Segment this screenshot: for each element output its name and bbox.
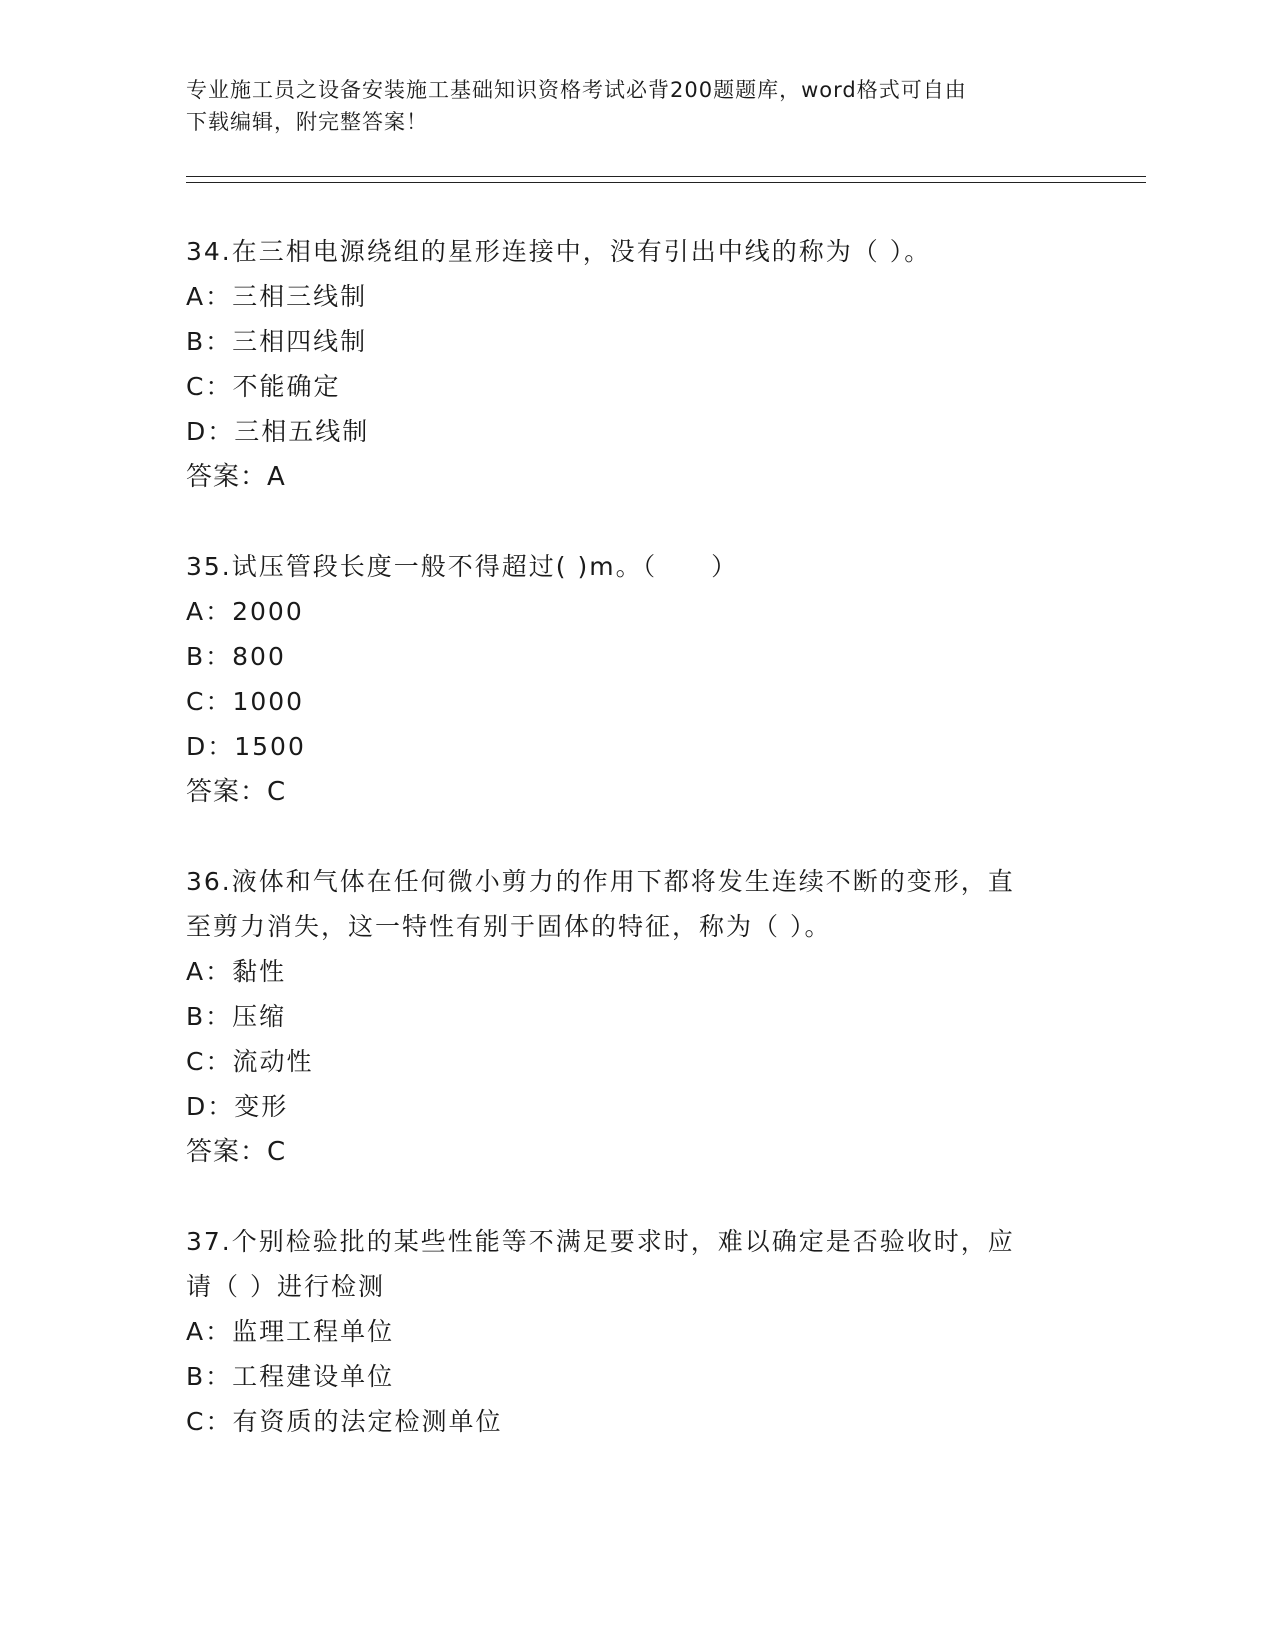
question-36-option-c: C：流动性 — [186, 1047, 314, 1076]
question-35-option-d: D：1500 — [186, 732, 306, 761]
question-36-answer: 答案：C — [186, 1137, 287, 1167]
question-35-stem: 35.试压管段长度一般不得超过( )m。（ ） — [186, 552, 739, 581]
question-37-option-a: A：监理工程单位 — [186, 1317, 395, 1346]
header-divider-bottom — [186, 182, 1146, 183]
document-header — [186, 74, 1066, 138]
question-34-stem: 34.在三相电源绕组的星形连接中，没有引出中线的称为（ ）。 — [186, 237, 932, 266]
question-37-stem-line-1: 37.个别检验批的某些性能等不满足要求时，难以确定是否验收时，应 — [186, 1227, 1015, 1256]
question-36-stem-line-1: 36.液体和气体在任何微小剪力的作用下都将发生连续不断的变形，直 — [186, 867, 1015, 896]
question-37-option-b: B：工程建设单位 — [186, 1362, 395, 1391]
question-34-option-c: C：不能确定 — [186, 372, 341, 401]
question-34-option-d: D：三相五线制 — [186, 417, 370, 446]
header-divider-top — [186, 176, 1146, 177]
question-35-option-b: B：800 — [186, 642, 286, 671]
question-35-option-c: C：1000 — [186, 687, 305, 716]
header-line-2: 下载编辑，附完整答案！ — [186, 110, 428, 134]
question-34-option-b: B：三相四线制 — [186, 327, 368, 356]
question-37-option-c: C：有资质的法定检测单位 — [186, 1407, 503, 1436]
question-36-option-d: D：变形 — [186, 1092, 289, 1121]
question-35-answer: 答案：C — [186, 777, 287, 807]
question-36-option-a: A：黏性 — [186, 957, 287, 986]
question-37-stem-line-2: 请（ ）进行检测 — [186, 1272, 385, 1301]
question-34-answer: 答案：A — [186, 462, 286, 492]
question-35-option-a: A：2000 — [186, 597, 304, 626]
question-34-option-a: A：三相三线制 — [186, 282, 368, 311]
header-line-1: 专业施工员之设备安装施工基础知识资格考试必背200题题库，word格式可自由 — [186, 78, 967, 102]
question-36-stem-line-2: 至剪力消失，这一特性有别于固体的特征，称为（ ）。 — [186, 912, 832, 941]
question-36-option-b: B：压缩 — [186, 1002, 287, 1031]
